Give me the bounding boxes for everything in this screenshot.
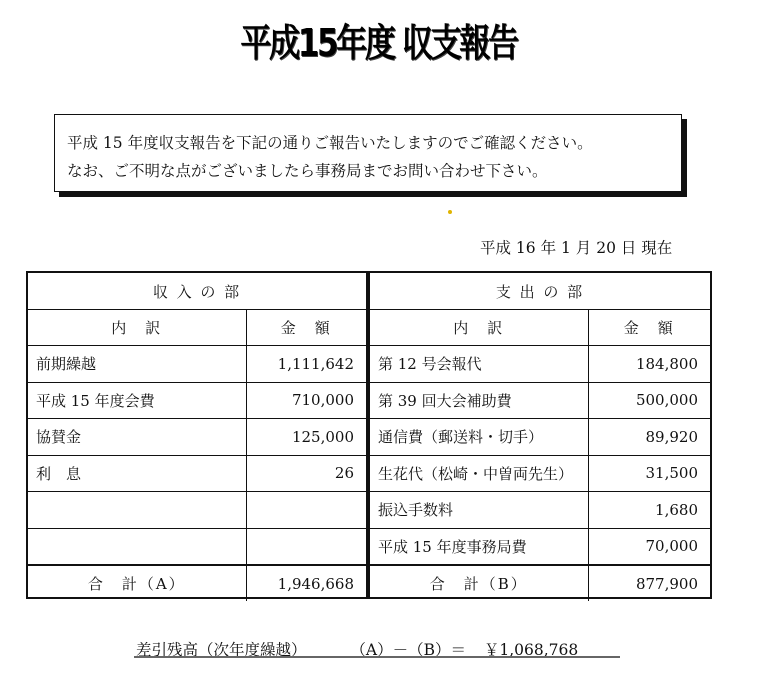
table-row: [370, 492, 710, 529]
income-amount: [246, 528, 366, 565]
table-row: [28, 382, 366, 419]
table-row: [370, 419, 710, 456]
expense-amount: 70,000: [588, 528, 710, 565]
expense-amount: 500,000: [588, 382, 710, 419]
balance-amount: ￥1,068,768: [483, 641, 579, 659]
income-section: [26, 271, 368, 599]
income-item: 平成 15 年度会費: [28, 382, 246, 419]
income-item: 協賛金: [28, 419, 246, 456]
expense-amount: 184,800: [588, 346, 710, 383]
expense-amount: 89,920: [588, 419, 710, 456]
expense-total-row: [370, 565, 710, 601]
expense-section: [368, 271, 712, 599]
income-amount: 125,000: [246, 419, 366, 456]
expense-item: 第 39 回大会補助費: [370, 382, 588, 419]
table-row: [28, 419, 366, 456]
as-of-date: 平成 16 年 1 月 20 日 現在: [480, 239, 673, 257]
income-amount: 1,111,642: [246, 346, 366, 383]
expense-col-amount: 金 額: [588, 310, 710, 346]
table-row-empty: [28, 492, 366, 529]
expense-amount: 1,680: [588, 492, 710, 529]
income-col-item: 内 訳: [28, 310, 246, 346]
income-table: [28, 273, 366, 601]
income-item: [28, 528, 246, 565]
notice-line-1: 平成 15 年度収支報告を下記の通りご報告いたしますのでご確認ください。: [67, 134, 593, 152]
income-total-amount: 1,946,668: [246, 565, 366, 601]
income-item: 前期繰越: [28, 346, 246, 383]
expense-col-item: 内 訳: [370, 310, 588, 346]
expense-item: 生花代（松崎・中曽両先生）: [370, 455, 588, 492]
income-amount: 26: [246, 455, 366, 492]
income-amount: [246, 492, 366, 529]
expense-total-label: 合 計（B）: [370, 565, 588, 601]
table-row: [28, 455, 366, 492]
table-row: [370, 346, 710, 383]
table-row: [370, 528, 710, 565]
balance-label: 差引残高（次年度繰越）: [136, 641, 307, 659]
balance-formula: （A）－（B）＝: [350, 641, 466, 659]
expense-item: 通信費（郵送料・切手）: [370, 419, 588, 456]
income-total-row: [28, 565, 366, 601]
notice-line-2: なお、ご不明な点がございましたら事務局までお問い合わせ下さい。: [67, 162, 548, 180]
income-amount: 710,000: [246, 382, 366, 419]
expense-item: 振込手数料: [370, 492, 588, 529]
page-title: 平成15年度 収支報告: [240, 21, 517, 65]
balance-underline: [134, 656, 620, 658]
table-row: [28, 346, 366, 383]
table-row: [370, 455, 710, 492]
expense-item: 平成 15 年度事務局費: [370, 528, 588, 565]
expense-amount: 31,500: [588, 455, 710, 492]
income-item: 利 息: [28, 455, 246, 492]
table-row: [370, 382, 710, 419]
stray-dot: [448, 210, 452, 214]
income-col-amount: 金 額: [246, 310, 366, 346]
expense-item: 第 12 号会報代: [370, 346, 588, 383]
income-total-label: 合 計（A）: [28, 565, 246, 601]
expense-table: [370, 273, 710, 601]
income-section-label: 収 入 の 部: [28, 273, 366, 310]
notice-box: [54, 114, 682, 192]
table-row-empty: [28, 528, 366, 565]
income-item: [28, 492, 246, 529]
expense-section-label: 支 出 の 部: [370, 273, 710, 310]
expense-total-amount: 877,900: [588, 565, 710, 601]
